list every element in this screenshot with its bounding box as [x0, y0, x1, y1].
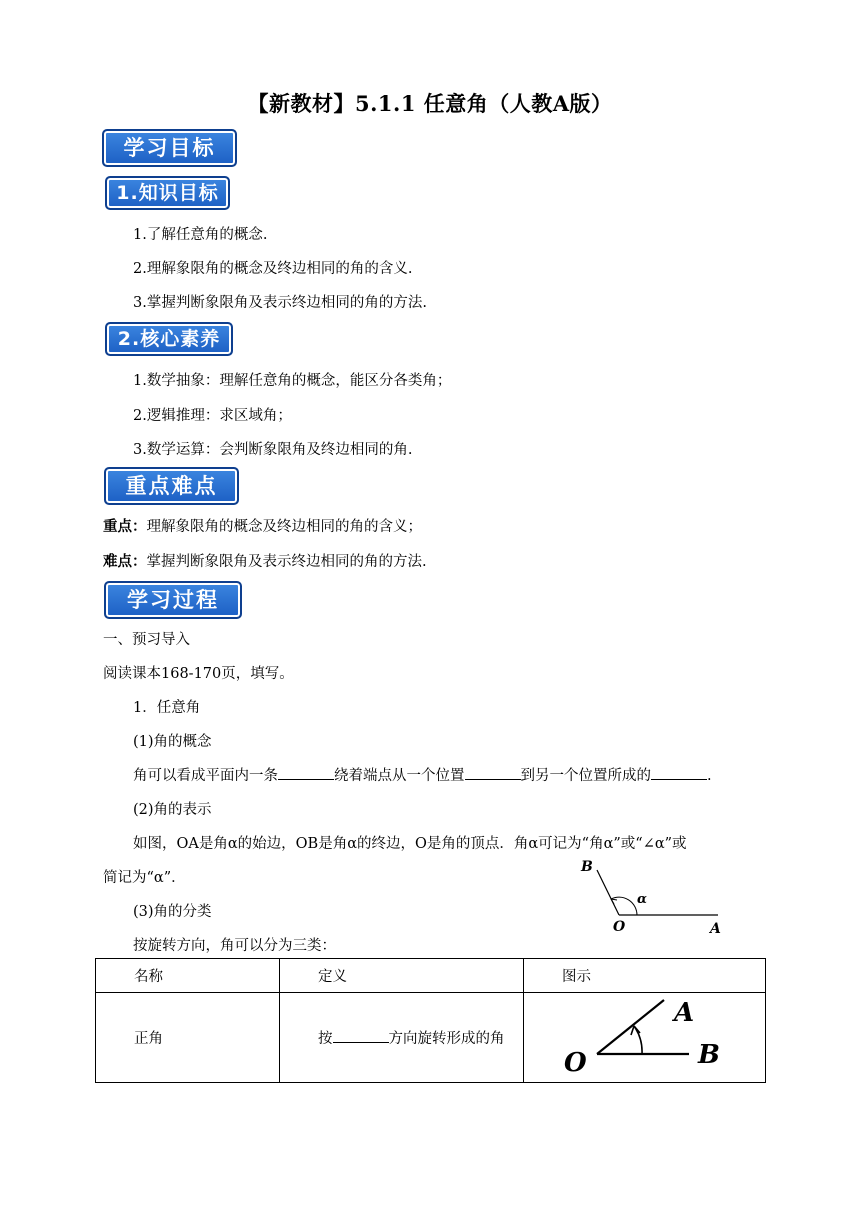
core-item-1: 1.数学抽象：理解任意角的概念，能区分各类角； — [133, 373, 452, 389]
concept-part-b: 绕着端点从一个位置 — [334, 768, 465, 784]
header-cell — [280, 959, 524, 993]
blank-3[interactable] — [651, 765, 707, 780]
badge-learning-goals: 学习目标 — [102, 129, 237, 167]
label-o: O — [564, 1048, 587, 1078]
angle-figure — [570, 850, 740, 940]
label-b: B — [698, 1040, 720, 1070]
label-b: B — [581, 859, 593, 875]
badge-core-literacy: 2.核心素养 — [105, 322, 233, 356]
blank-1[interactable] — [278, 765, 334, 780]
notation-line-2: 简记为“α”． — [103, 870, 186, 886]
badge-knowledge-goals: 1.知识目标 — [105, 176, 230, 210]
knowledge-item-3: 3.掌握判断象限角及表示终边相同的角的方法. — [133, 295, 427, 311]
classify-intro: 按旋转方向，角可以分为三类： — [133, 938, 336, 954]
concept-end: . — [707, 768, 712, 784]
header-cell — [96, 959, 280, 993]
row-name: 正角 — [134, 1031, 163, 1047]
label-a: A — [674, 998, 695, 1028]
sub-angle-classify: (3)角的分类 — [133, 904, 212, 920]
reading-instruction: 阅读课本168-170页，填写。 — [103, 666, 294, 682]
label-o: O — [613, 919, 626, 935]
notation-line-1: 如图，OA是角α的始边，OB是角α的终边，O是角的顶点．角α可记为“角α”或“∠α”或 — [133, 836, 687, 852]
label-a: A — [710, 921, 721, 937]
header-definition: 定义 — [318, 969, 347, 985]
ray-ob — [597, 870, 619, 915]
ray-oa — [597, 1000, 664, 1054]
table-row — [96, 993, 766, 1083]
concept-sentence — [133, 764, 712, 785]
row-figure-cell — [524, 993, 766, 1083]
page-title: 【新教材】5.1.1 任意角（人教A版） — [247, 91, 613, 116]
badge-learning-process: 学习过程 — [104, 581, 242, 619]
def-part-a: 按 — [318, 1031, 333, 1047]
key-point-line — [103, 515, 422, 536]
knowledge-item-1: 1.了解任意角的概念. — [133, 227, 268, 243]
header-name: 名称 — [134, 969, 163, 985]
concept-part-a: 角可以看成平面内一条 — [133, 768, 278, 784]
row-name-cell — [96, 993, 280, 1083]
key-point-text: 理解象限角的概念及终边相同的角的含义； — [146, 519, 422, 535]
blank-2[interactable] — [465, 765, 521, 780]
difficulty-label: 难点： — [103, 553, 147, 570]
label-alpha: α — [637, 892, 648, 907]
difficulty-line — [103, 550, 427, 571]
section-preview: 一、预习导入 — [103, 632, 190, 648]
header-cell — [524, 959, 766, 993]
row-def-cell — [280, 993, 524, 1083]
key-point-label: 重点： — [103, 518, 147, 535]
difficulty-text: 掌握判断象限角及表示终边相同的角的方法. — [146, 554, 427, 570]
item-arbitrary-angle: 1．任意角 — [133, 700, 201, 716]
row-definition — [280, 1031, 505, 1047]
sub-angle-notation: (2)角的表示 — [133, 802, 212, 818]
core-item-2: 2.逻辑推理：求区域角； — [133, 408, 292, 424]
core-item-3: 3.数学运算：会判断象限角及终边相同的角. — [133, 442, 413, 458]
badge-key-difficulty: 重点难点 — [104, 467, 239, 505]
knowledge-item-2: 2.理解象限角的概念及终边相同的角的含义. — [133, 261, 413, 277]
concept-part-c: 到另一个位置所成的 — [520, 768, 651, 784]
positive-angle-figure — [524, 993, 764, 1082]
table-header-row — [96, 959, 766, 993]
def-part-b: 方向旋转形成的角 — [388, 1031, 505, 1047]
blank-4[interactable] — [333, 1028, 389, 1043]
header-figure: 图示 — [562, 969, 591, 985]
angle-classification-table — [95, 958, 766, 1083]
sub-angle-concept: (1)角的概念 — [133, 734, 212, 750]
